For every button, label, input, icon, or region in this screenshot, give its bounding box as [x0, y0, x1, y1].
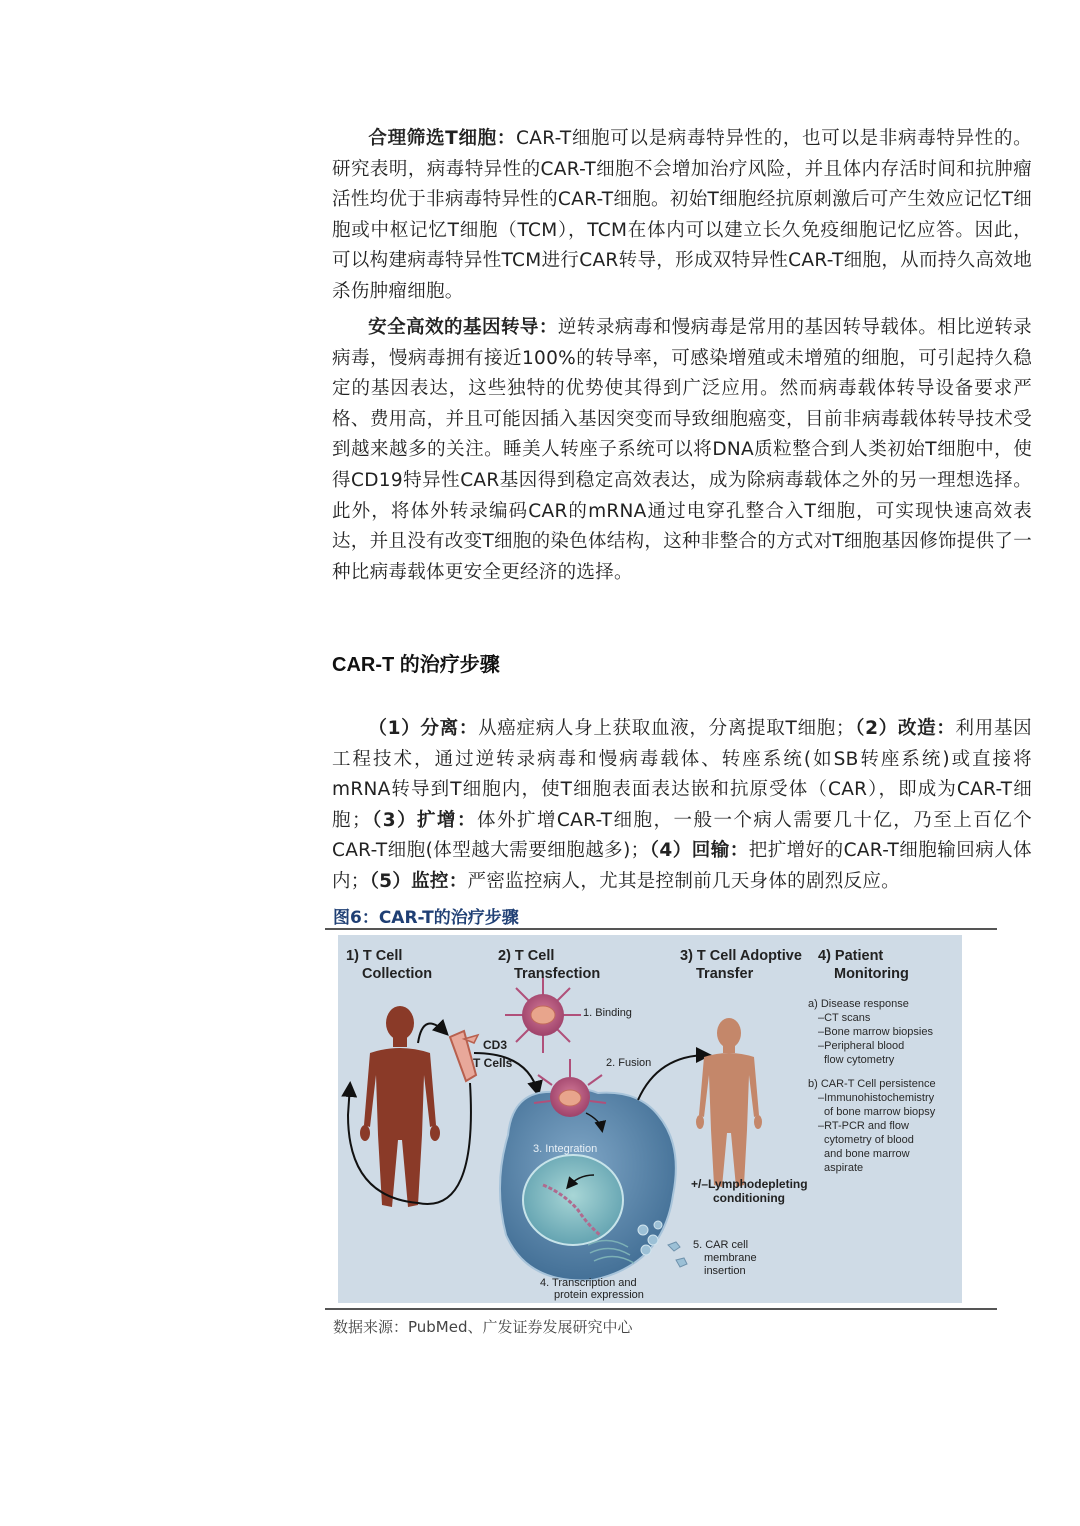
step-text: 体外扩增CAR-T细胞，一般一个病人需要几十亿，乃至上百亿个CAR-T细胞(体型越大需要细胞越多)；: [332, 809, 1032, 862]
step-title-line1: 2) T Cell: [498, 948, 555, 964]
paragraph-gene-transduction: [332, 313, 1032, 588]
arrow-collection: [418, 1024, 446, 1043]
patient-figure-light: [696, 1018, 762, 1187]
label-car-cell: 5. CAR cell: [693, 1239, 749, 1251]
step-lead: （5）监控：: [369, 870, 468, 892]
figure-step-adoptive-transfer: [680, 947, 802, 983]
paragraph-text: CAR-T细胞可以是病毒特异性的，也可以是非病毒特异性的。研究表明，病毒特异性的CAR-T细胞不会增加治疗风险，并且体内存活时间和抗肿瘤活性均优于非病毒特异性的CAR-T细胞。初始T细胞经抗原刺激后可产生效应记忆T细胞或中枢记忆T细胞（TCM），TCM在体内可以建立长久免疫细胞记忆应答。因此，可以构建病毒特异性TCM进行CAR转导，形成双特异性CAR-T细胞，从而持久高效地杀伤肿瘤细胞。: [332, 128, 1032, 302]
step-lead: （1）分离：: [368, 718, 479, 739]
paragraph-text: 逆转录病毒和慢病毒是常用的基因转导载体。相比逆转录病毒，慢病毒拥有接近100%的转导率，可感染增殖或未增殖的细胞，可引起持久稳定的基因表达，这些独特的优势使其得到广泛应用。然而病毒载体转导设备要求严格、费用高，并且可能因插入基因突变而导致细胞癌变，目前非病毒载体转导技术受到越来越多的关注。睡美人转座子系统可以将DNA质粒整合到人类初始T细胞中，使得CD19特异性CAR基因得到稳定高效表达，成为除病毒载体之外的另一理想选择。此外，将体外转录编码CAR的mRNA通过电穿孔整合入T细胞，可实现快速高效表达，并且没有改变T细胞的染色体结构，这种非整合的方式对T细胞基因修饰提供了一种比病毒载体更安全更经济的选择。: [332, 317, 1033, 583]
monitoring-list: [808, 995, 958, 1175]
label-membrane: membrane: [704, 1252, 757, 1264]
monitoring-b-item: and bone marrow: [824, 1148, 910, 1160]
label-protein-expression: protein expression: [554, 1289, 644, 1301]
figure-caption: 图6：CAR-T的治疗步骤: [333, 908, 519, 928]
paragraph-lead: 合理筛选T细胞：: [368, 128, 517, 149]
step-title-line2: Transfer: [696, 966, 754, 982]
step-title-line1: 1) T Cell: [346, 948, 403, 964]
figure-bottom-rule: [325, 1308, 997, 1310]
paragraph-treatment-steps: [332, 714, 1032, 898]
step-lead: （4）回输：: [649, 840, 749, 862]
step-title-line1: 4) Patient: [818, 948, 884, 964]
label-integration: 3. Integration: [533, 1143, 598, 1155]
monitoring-b-item: aspirate: [824, 1162, 864, 1174]
figure-source: 数据来源：PubMed、广发证券发展研究中心: [333, 1318, 633, 1336]
step-text: 严密监控病人，尤其是控制前几天身体的剧烈反应。: [467, 870, 900, 892]
car-receptor-icon: [668, 1242, 687, 1267]
label-t-cells: T Cells: [473, 1056, 513, 1070]
figure-step-monitoring: [818, 947, 909, 983]
monitoring-b-item: –Immunohistochemistry: [818, 1092, 935, 1104]
step-title-line2: Collection: [362, 966, 433, 982]
label-conditioning: conditioning: [713, 1191, 785, 1205]
paragraph-tcell-selection: [332, 124, 1032, 308]
monitoring-a-item: –CT scans: [818, 1012, 871, 1024]
figure-step-collection: [346, 947, 432, 983]
step-text: 从癌症病人身上获取血液，分离提取T细胞；: [478, 718, 855, 739]
monitoring-b-item: cytometry of blood: [824, 1134, 914, 1146]
figure-step-transfection: [498, 947, 600, 983]
monitoring-b-title: b) CAR-T Cell persistence: [808, 1078, 936, 1090]
paragraph-lead: 安全高效的基因转导：: [368, 317, 558, 338]
step-text: 把扩增好的CAR-T细胞输回病人体内；: [332, 840, 1032, 892]
t-cell-illustration: [500, 1089, 676, 1280]
step-lead: （2）改造：: [854, 718, 956, 739]
label-fusion: 2. Fusion: [606, 1057, 652, 1069]
monitoring-a-item: –Bone marrow biopsies: [818, 1026, 933, 1038]
monitoring-a-item: –Peripheral blood: [818, 1040, 905, 1052]
step-title-line2: Monitoring: [834, 966, 909, 982]
monitoring-a-title: a) Disease response: [808, 998, 909, 1010]
monitoring-b-item: –RT-PCR and flow: [818, 1120, 909, 1132]
label-lymphodepleting: +/–Lymphodepleting: [691, 1177, 808, 1191]
step-title-line1: 3) T Cell Adoptive: [680, 948, 802, 964]
label-binding: 1. Binding: [583, 1007, 632, 1019]
step-text: 利用基因工程技术，通过逆转录病毒和慢病毒载体、转座系统(如SB转座系统)或直接将mRNA转导到T细胞内，使T细胞表面表达嵌和抗原受体（CAR），即成为CAR-T细胞；: [332, 718, 1032, 831]
step-title-line2: Transfection: [514, 966, 601, 982]
figure-top-rule: [325, 928, 997, 930]
step-lead: （3）扩增：: [370, 809, 477, 831]
label-insertion: insertion: [704, 1265, 746, 1277]
label-transcription: 4. Transcription and: [540, 1277, 637, 1289]
label-cd3: CD3: [483, 1038, 508, 1052]
car-t-steps-figure: [338, 935, 962, 1303]
monitoring-a-item: flow cytometry: [824, 1054, 895, 1066]
patient-figure-dark: [360, 1006, 440, 1207]
section-title: CAR-T 的治疗步骤: [332, 654, 500, 676]
virus-binding-icon: [505, 977, 581, 1053]
monitoring-b-item: of bone marrow biopsy: [824, 1106, 936, 1118]
